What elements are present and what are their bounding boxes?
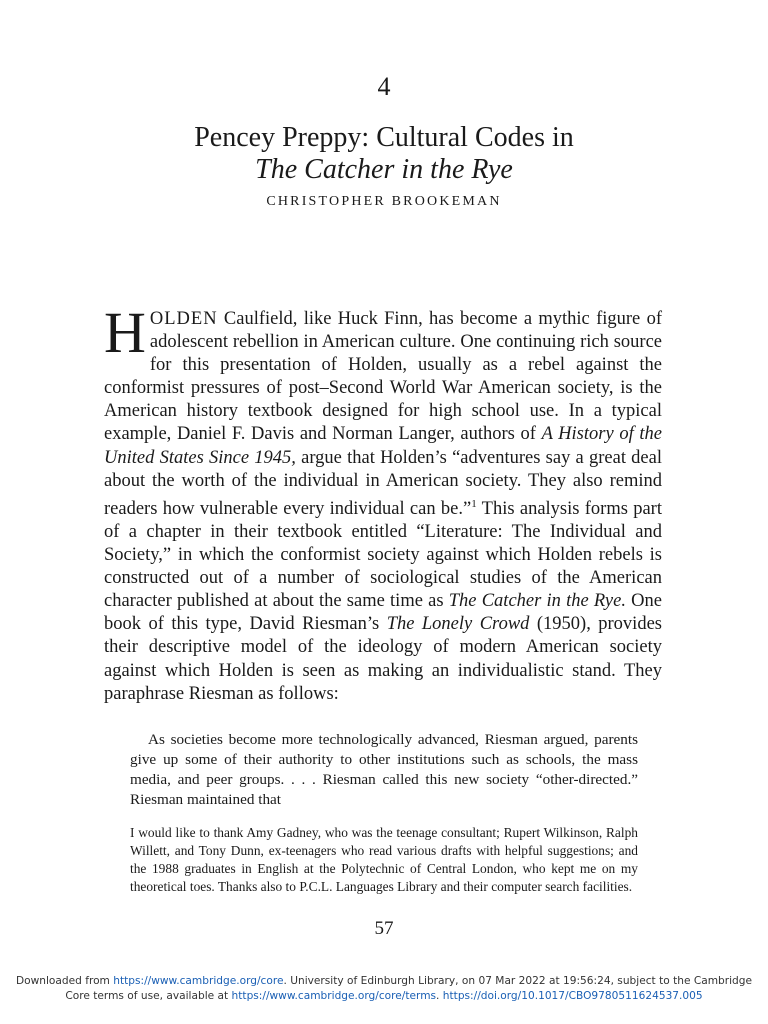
footnote-ref: 1 (471, 497, 477, 510)
download-notice: Downloaded from https://www.cambridge.org/core. University of Edinburgh Library, on 07 Mar 2022 at 19:56:24, subject to the Cambridge Core terms of use, available at https://www.cambridge.org/core/terms. https://doi.org/10.1017/CBO9780511624537.005 (15, 975, 753, 1002)
chapter-title-line2: The Catcher in the Rye (255, 154, 513, 185)
page-number: 57 (374, 918, 394, 939)
chapter-title (0, 122, 768, 186)
book-title: The Lonely Crowd (386, 614, 530, 635)
terms-link[interactable]: https://www.cambridge.org/core/terms (231, 990, 437, 1002)
smallcaps-word: OLDEN (149, 309, 218, 329)
chapter-number: 4 (377, 72, 391, 101)
author-name: CHRISTOPHER BROOKEMAN (266, 194, 502, 209)
chapter-title-line1: Pencey Preppy: Cultural Codes in (194, 122, 574, 153)
body-paragraph (104, 300, 662, 706)
cambridge-core-link[interactable]: https://www.cambridge.org/core (113, 975, 284, 987)
block-quote: As societies become more technologically advanced, Riesman argued, parents give up some of their authority to other institutions such as schools, the mass media, and peer groups. . . . Riesman called this new society “other-directed.” Riesman maintained that (130, 731, 638, 808)
body-text: One book of this type, David Riesman’s (104, 591, 662, 635)
book-title: A History of the United States Since 1945, (104, 424, 662, 468)
body-text: argue that Holden’s “adventures say a great deal about the worth of the individual in American society. They also remind readers how vulnerable every individual can be.” (104, 447, 662, 519)
book-title: The Catcher in the Rye. (448, 591, 626, 612)
body-text: (1950), provides their descriptive model of the ideology of modern American society against which Holden is seen as making an individualistic stand. They paraphrase Riesman as follows: (104, 614, 662, 704)
drop-cap: H (104, 300, 146, 365)
footnote: I would like to thank Amy Gadney, who was the teenage consultant; Rupert Wilkinson, Ralph Willett, and Tony Dunn, ex-teenagers who read various drafts with helpful suggestions; and the 1988 graduates in English at the Polytechnic of Central London, who kept me on my theoretical toes. Thanks also to P.C.L. Languages Library and their computer search facilities. (130, 825, 638, 894)
body-text: Caulfield, like Huck Finn, has become a mythic figure of adolescent rebellion in American culture. One continuing rich source for this presentation of Holden, usually as a rebel against the conformist pressures of post–Second World War American society, is the American history textbook designed for high school use. In a typical example, Daniel F. Davis and Norman Langer, authors of (104, 309, 662, 445)
body-text: This analysis forms part of a chapter in their textbook entitled “Literature: The Individual and Society,” in which the conformist society against which Holden rebels is constructed out of a number of sociological studies of the American character published at about the same time as (104, 498, 662, 612)
doi-link[interactable]: https://doi.org/10.1017/CBO9780511624537.005 (442, 990, 703, 1002)
